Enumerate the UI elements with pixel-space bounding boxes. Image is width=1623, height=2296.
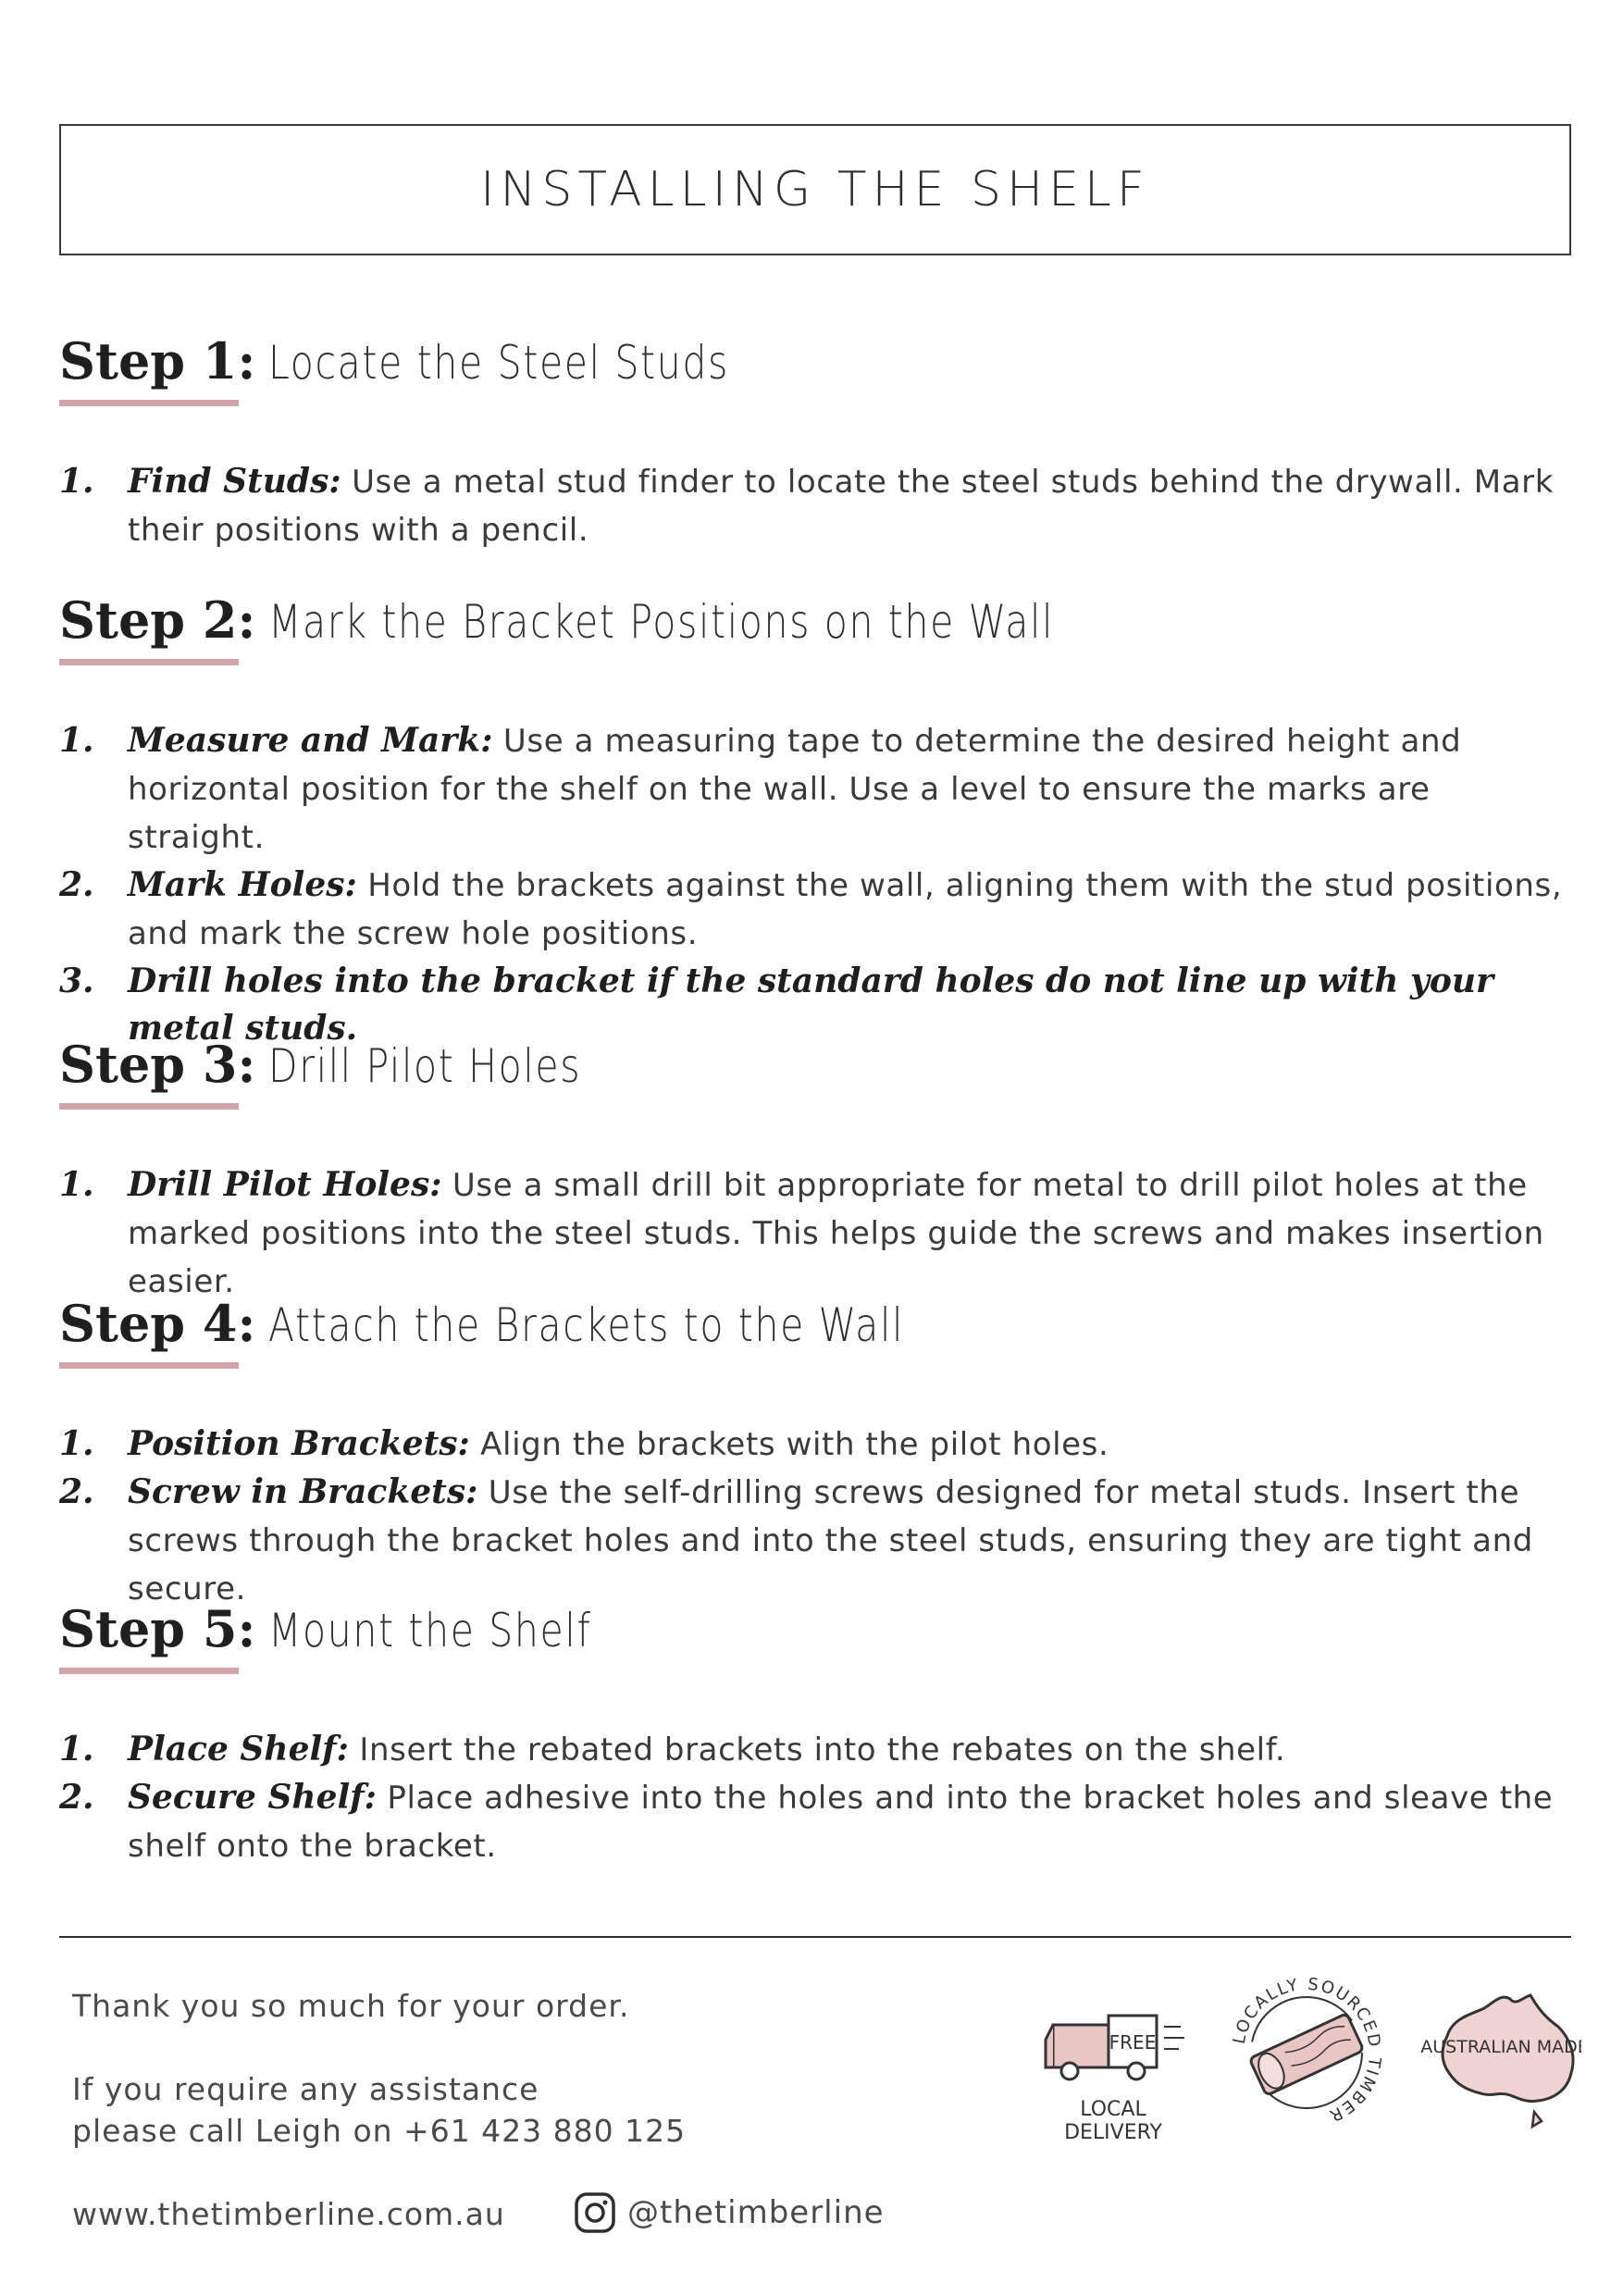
step-3-section — [59, 1035, 1577, 1306]
step-5-colon: : — [237, 1599, 256, 1658]
item-number: 1. — [59, 1730, 94, 1769]
delivery-free-text: FREE — [1109, 2031, 1157, 2054]
list-item — [59, 1421, 1577, 1469]
item-lead: Secure Shelf: — [128, 1778, 377, 1817]
item-number: 1. — [59, 721, 94, 760]
list-item — [59, 458, 1577, 554]
delivery-truck-icon — [1035, 1990, 1192, 2101]
item-number: 2. — [59, 1778, 94, 1817]
item-text: Use a measuring tape to determine the desired height and horizontal position for the shelf on the wall. Use a level to ensure the marks are straight. — [128, 723, 1462, 856]
item-number: 2. — [59, 1472, 94, 1511]
step-3-title: Drill Pilot Holes — [268, 1039, 582, 1093]
item-text: Hold the brackets against the wall, aligning them with the stud positions, and mark the screw hole positions. — [128, 867, 1563, 952]
list-item — [59, 1469, 1577, 1613]
list-item — [59, 717, 1577, 862]
timber-log-icon — [1223, 1969, 1390, 2136]
step-3-underline — [59, 1103, 239, 1110]
step-4-colon: : — [237, 1294, 256, 1353]
item-lead: Drill Pilot Holes: — [128, 1165, 442, 1204]
website-link[interactable]: www.thetimberline.com.au — [72, 2196, 505, 2232]
assistance-line-1: If you require any assistance — [72, 2071, 539, 2107]
item-lead: Measure and Mark: — [128, 721, 493, 760]
step-2-title: Mark the Bracket Positions on the Wall — [268, 595, 1055, 649]
list-item — [59, 862, 1577, 958]
step-5-section — [59, 1599, 1577, 1870]
instagram-icon — [574, 2191, 616, 2234]
delivery-label: LOCAL DELIVERY — [1064, 2098, 1162, 2144]
step-2-section — [59, 590, 1577, 1052]
item-text: Use a small drill bit appropriate for metal to drill pilot holes at the marked positions into the steel studs. This helps guide the screws and makes insertion easier. — [128, 1167, 1544, 1300]
step-5-title: Mount the Shelf — [268, 1604, 592, 1657]
step-4-section — [59, 1294, 1577, 1613]
step-1-list — [59, 458, 1577, 554]
step-2-colon: : — [237, 590, 256, 650]
item-text: Use a metal stud finder to locate the steel studs behind the drywall. Mark their positions with a pencil. — [128, 464, 1555, 549]
assistance-line-2: please call Leigh on +61 423 880 125 — [72, 2113, 687, 2149]
step-5-underline — [59, 1668, 239, 1674]
step-4-label: Step 4 — [59, 1294, 238, 1353]
step-1-title: Locate the Steel Studs — [268, 336, 730, 390]
step-3-colon: : — [237, 1035, 256, 1094]
step-2-heading — [59, 590, 1577, 650]
step-1-colon: : — [237, 331, 256, 391]
footer-divider — [59, 1936, 1571, 1938]
item-number: 3. — [59, 962, 94, 1000]
step-4-list — [59, 1421, 1577, 1613]
item-text: Align the brackets with the pilot holes. — [469, 1426, 1109, 1463]
step-2-list — [59, 717, 1577, 1052]
step-1-section — [59, 331, 1577, 554]
item-text: Place adhesive into the holes and into the bracket holes and sleave the shelf onto the bracket. — [128, 1780, 1554, 1865]
list-item — [59, 1161, 1577, 1306]
item-lead: Place Shelf: — [128, 1730, 349, 1769]
instagram-text: @thetimberline — [627, 2194, 885, 2231]
step-1-label: Step 1 — [59, 331, 238, 391]
item-text: Use the self-drilling screws designed for metal studs. Insert the screws through the bracket holes and into the steel studs, ensuring they are tight and secure. — [128, 1474, 1533, 1607]
step-5-heading — [59, 1599, 1577, 1658]
item-number: 1. — [59, 1165, 94, 1204]
step-1-heading — [59, 331, 1577, 391]
step-4-heading — [59, 1294, 1577, 1353]
instagram-handle[interactable] — [574, 2191, 885, 2234]
title-box — [59, 124, 1571, 255]
item-emphasis: Drill holes into the bracket if the standard holes do not line up with your metal studs. — [128, 962, 1494, 1048]
item-lead: Screw in Brackets: — [128, 1472, 478, 1511]
australian-made-badge — [1419, 1980, 1581, 2138]
australia-map-icon — [1419, 1980, 1581, 2138]
locally-sourced-timber-badge — [1223, 1969, 1390, 2136]
page-title: INSTALLING THE SHELF — [480, 162, 1150, 217]
step-1-underline — [59, 400, 239, 406]
item-text: Insert the rebated brackets into the rebates on the shelf. — [348, 1731, 1286, 1769]
item-number: 2. — [59, 865, 94, 904]
step-3-label: Step 3 — [59, 1035, 238, 1094]
item-lead: Position Brackets: — [128, 1424, 470, 1463]
item-lead: Find Studs: — [128, 462, 341, 501]
step-2-underline — [59, 659, 239, 665]
step-2-label: Step 2 — [59, 590, 238, 650]
step-3-heading — [59, 1035, 1577, 1094]
free-delivery-badge — [1035, 1990, 1192, 2144]
step-4-underline — [59, 1362, 239, 1369]
thank-you-text: Thank you so much for your order. — [72, 1988, 630, 2024]
step-4-title: Attach the Brackets to the Wall — [268, 1298, 905, 1352]
australian-made-text: AUSTRALIAN MADE — [1420, 2037, 1581, 2057]
item-lead: Mark Holes: — [128, 865, 357, 904]
timber-label: LOCALLY SOURCED TIMBER — [1229, 1974, 1385, 2127]
step-3-list — [59, 1161, 1577, 1306]
step-5-label: Step 5 — [59, 1599, 238, 1658]
list-item — [59, 1774, 1577, 1870]
item-number: 1. — [59, 1424, 94, 1463]
step-5-list — [59, 1726, 1577, 1870]
list-item — [59, 1726, 1577, 1774]
item-number: 1. — [59, 462, 94, 501]
